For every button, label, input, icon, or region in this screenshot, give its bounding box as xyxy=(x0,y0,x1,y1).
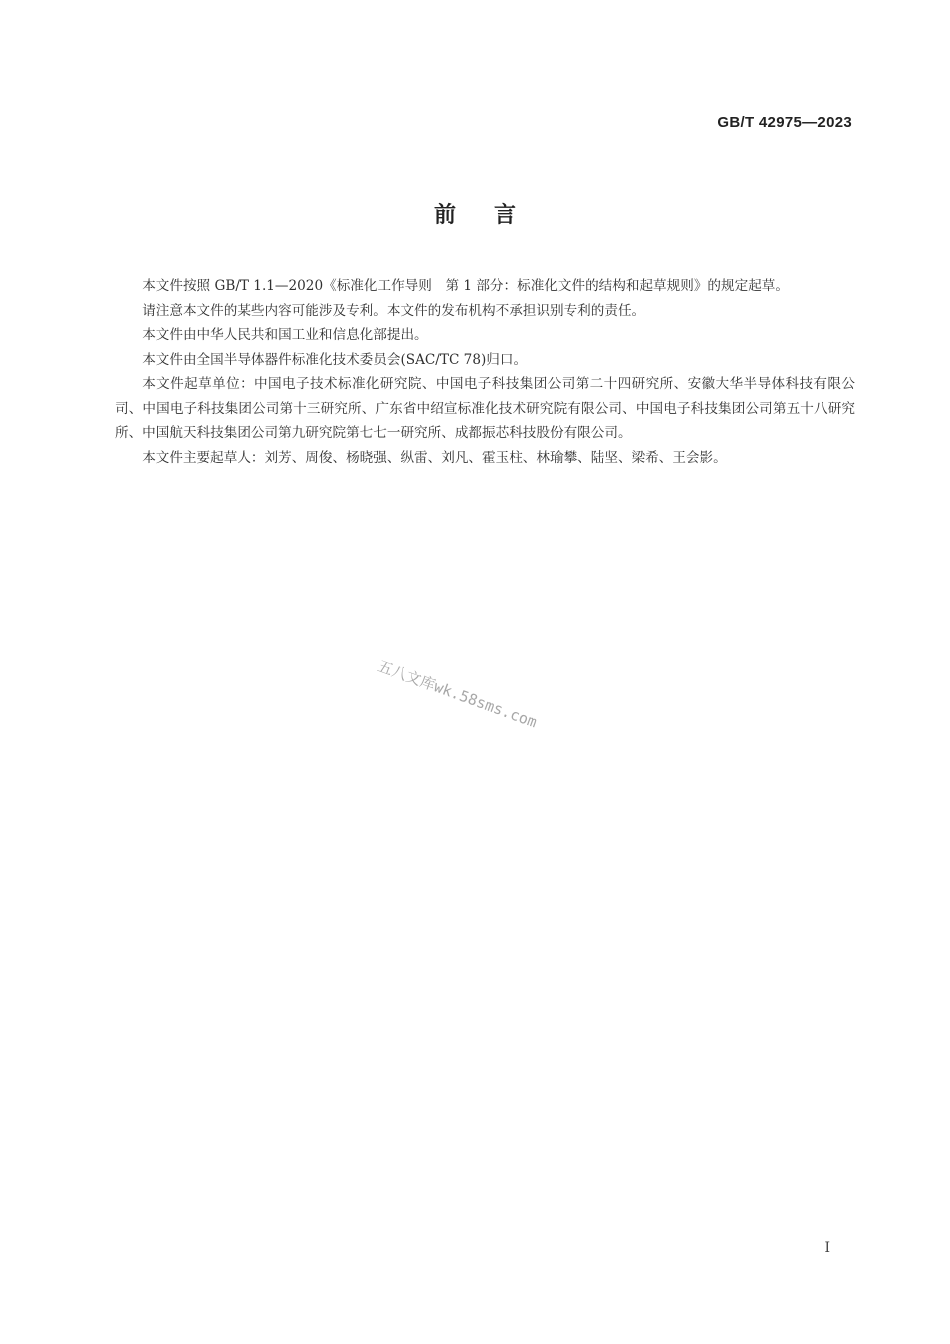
title-char-2: 言 xyxy=(494,203,517,228)
paragraph-drafting-units: 本文件起草单位：中国电子技术标准化研究院、中国电子科技集团公司第二十四研究所、安徽大华半导体科技有限公司、中国电子科技集团公司第十三研究所、广东省中绍宣标准化技术研究院有限公司、中国电子科技集团公司第五十八研究所、中国航天科技集团公司第九研究院第七七一研究所、成都振芯科技股份有限公司。 xyxy=(115,376,855,441)
title-char-1: 前 xyxy=(433,203,456,228)
paragraph-proposer: 本文件由中华人民共和国工业和信息化部提出。 xyxy=(142,327,428,343)
paragraph-drafting-rules: 本文件按照 GB/T 1.1—2020《标准化工作导则 第 1 部分：标准化文件的结构和起草规则》的规定起草。 xyxy=(142,278,789,294)
section-title xyxy=(0,198,950,229)
watermark: 五八文库wk.58sms.com xyxy=(375,656,540,732)
paragraph-patent-notice: 请注意本文件的某些内容可能涉及专利。本文件的发布机构不承担识别专利的责任。 xyxy=(142,302,646,319)
page-number: I xyxy=(824,1240,830,1256)
document-code: GB/T 42975—2023 xyxy=(717,114,852,131)
paragraph-drafters: 本文件主要起草人：刘芳、周俊、杨晓强、纵雷、刘凡、霍玉柱、林瑜攀、陆坚、梁希、王会影。 xyxy=(142,449,727,466)
paragraph-committee: 本文件由全国半导体器件标准化技术委员会(SAC/TC 78)归口。 xyxy=(142,351,528,368)
foreword-body xyxy=(115,274,855,470)
